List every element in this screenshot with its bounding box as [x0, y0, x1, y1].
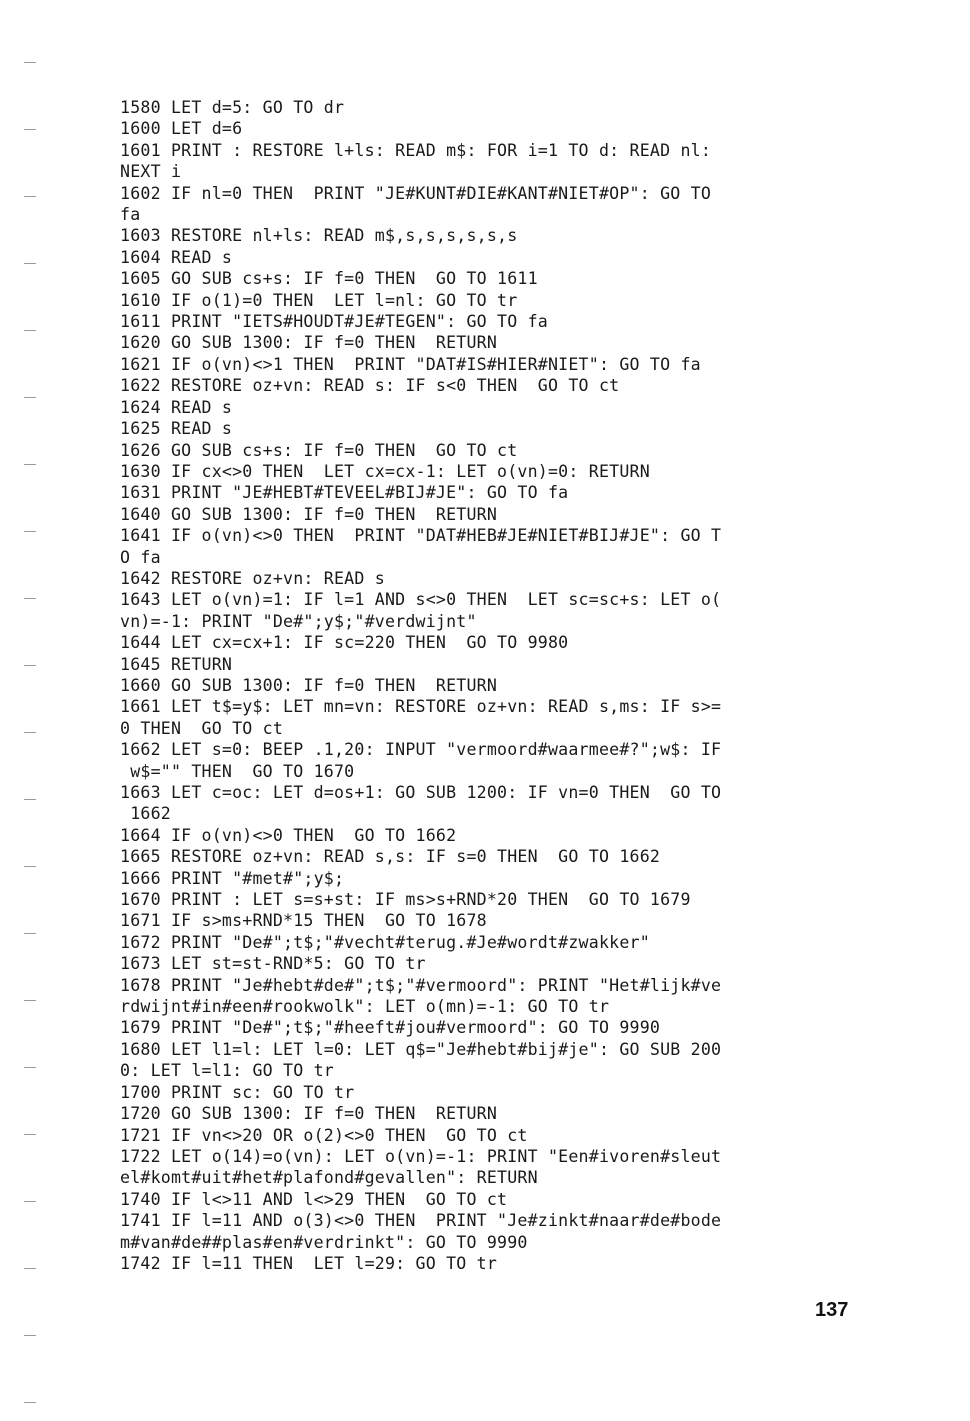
code-line: 1605 GO SUB cs+s: IF f=0 THEN GO TO 1611 — [120, 269, 538, 289]
margin-tick — [24, 531, 36, 532]
code-line: 1624 READ s — [120, 397, 233, 417]
code-line: 1680 LET l1=l: LET l=0: LET q$="Je#hebt#bij#je": GO SUB 200 — [120, 1039, 722, 1059]
code-line: 1640 GO SUB 1300: IF f=0 THEN RETURN — [120, 504, 498, 524]
code-line: 1671 IF s>ms+RND*15 THEN GO TO 1678 — [120, 911, 487, 931]
margin-tick — [24, 196, 36, 197]
code-line: O fa — [120, 547, 161, 567]
margin-tick — [24, 598, 36, 599]
margin-tick — [24, 62, 36, 63]
code-line: 1631 PRINT "JE#HEBT#TEVEEL#BIJ#JE": GO TO fa — [120, 483, 569, 503]
code-line: 1625 READ s — [120, 419, 233, 439]
code-line: 0: LET l=l1: GO TO tr — [120, 1061, 334, 1081]
code-line: 1643 LET o(vn)=1: IF l=1 AND s<>0 THEN LET sc=sc+s: LET o( — [120, 590, 722, 610]
code-line: 1641 IF o(vn)<>0 THEN PRINT "DAT#HEB#JE#NIET#BIJ#JE": GO T — [120, 526, 722, 546]
margin-tick — [24, 1201, 36, 1202]
margin-tick — [24, 263, 36, 264]
code-line: 1678 PRINT "Je#hebt#de#";t$;"#vermoord": PRINT "Het#lijk#ve — [120, 975, 722, 995]
code-line: rdwijnt#in#een#rookwolk": LET o(mn)=-1: GO TO tr — [120, 997, 610, 1017]
code-line: fa — [120, 205, 141, 225]
margin-tick — [24, 732, 36, 733]
margin-tick — [24, 464, 36, 465]
code-line: 1645 RETURN — [120, 654, 233, 674]
code-line: 1741 IF l=11 AND o(3)<>0 THEN PRINT "Je#zinkt#naar#de#bode — [120, 1211, 722, 1231]
margin-tick — [24, 330, 36, 331]
code-line: 1622 RESTORE oz+vn: READ s: IF s<0 THEN GO TO ct — [120, 376, 620, 396]
code-line: 1679 PRINT "De#";t$;"#heeft#jou#vermoord": GO TO 9990 — [120, 1018, 661, 1038]
code-line: 1644 LET cx=cx+1: IF sc=220 THEN GO TO 9980 — [120, 633, 569, 653]
code-line: 1604 READ s — [120, 247, 233, 267]
margin-tick — [24, 866, 36, 867]
code-line: NEXT i — [120, 162, 182, 182]
code-line: 1642 RESTORE oz+vn: READ s — [120, 568, 385, 588]
code-line: 1580 LET d=5: GO TO dr — [120, 98, 345, 117]
margin-tick — [24, 1335, 36, 1336]
code-line: 1700 PRINT sc: GO TO tr — [120, 1082, 355, 1102]
code-line: 1610 IF o(1)=0 THEN LET l=nl: GO TO tr — [120, 290, 518, 310]
code-line: 1673 LET st=st-RND*5: GO TO tr — [120, 954, 426, 974]
code-line: 1601 PRINT : RESTORE l+ls: READ m$: FOR i=1 TO d: READ nl: — [120, 140, 712, 160]
code-line: 1721 IF vn<>20 OR o(2)<>0 THEN GO TO ct — [120, 1125, 528, 1145]
margin-tick — [24, 799, 36, 800]
code-line: 1663 LET c=oc: LET d=os+1: GO SUB 1200: IF vn=0 THEN GO TO — [120, 783, 722, 802]
code-line: 1661 LET t$=y$: LET mn=vn: RESTORE oz+vn: READ s,ms: IF s>= — [120, 697, 722, 717]
code-line: 1670 PRINT : LET s=s+st: IF ms>s+RND*20 THEN GO TO 1679 — [120, 890, 691, 910]
code-line: m#van#de##plas#en#verdrinkt": GO TO 9990 — [120, 1232, 528, 1252]
code-line: 1742 IF l=11 THEN LET l=29: GO TO tr — [120, 1253, 498, 1273]
margin-tick — [24, 1000, 36, 1001]
code-line: 0 THEN GO TO ct — [120, 718, 284, 738]
binding-margin-marks — [24, 0, 38, 1421]
page-number: 137 — [815, 1299, 849, 1321]
margin-tick — [24, 665, 36, 666]
code-line: 1740 IF l<>11 AND l<>29 THEN GO TO ct — [120, 1189, 508, 1209]
code-line: 1664 IF o(vn)<>0 THEN GO TO 1662 — [120, 825, 457, 845]
basic-program-listing — [120, 97, 880, 1274]
margin-tick — [24, 1067, 36, 1068]
margin-tick — [24, 933, 36, 934]
code-line: 1660 GO SUB 1300: IF f=0 THEN RETURN — [120, 675, 498, 695]
margin-tick — [24, 129, 36, 130]
code-line: w$="" THEN GO TO 1670 — [120, 761, 355, 781]
code-line: 1662 — [120, 804, 171, 824]
code-line: 1620 GO SUB 1300: IF f=0 THEN RETURN — [120, 333, 498, 353]
margin-tick — [24, 1268, 36, 1269]
code-line: 1720 GO SUB 1300: IF f=0 THEN RETURN — [120, 1104, 498, 1124]
code-line: 1662 LET s=0: BEEP .1,20: INPUT "vermoord#waarmee#?";w$: IF — [120, 740, 722, 760]
code-line: 1626 GO SUB cs+s: IF f=0 THEN GO TO ct — [120, 440, 518, 460]
code-line: 1666 PRINT "#met#";y$; — [120, 868, 345, 888]
code-line: 1600 LET d=6 — [120, 119, 243, 139]
code-line: 1722 LET o(14)=o(vn): LET o(vn)=-1: PRINT "Een#ivoren#sleut — [120, 1146, 722, 1166]
code-line: 1603 RESTORE nl+ls: READ m$,s,s,s,s,s,s — [120, 226, 518, 246]
margin-tick — [24, 1134, 36, 1135]
code-line: vn)=-1: PRINT "De#";y$;"#verdwijnt" — [120, 611, 477, 631]
code-line: 1665 RESTORE oz+vn: READ s,s: IF s=0 THEN GO TO 1662 — [120, 847, 661, 867]
code-line: 1611 PRINT "IETS#HOUDT#JE#TEGEN": GO TO fa — [120, 312, 548, 332]
code-line: 1621 IF o(vn)<>1 THEN PRINT "DAT#IS#HIER#NIET": GO TO fa — [120, 354, 701, 374]
code-line: 1630 IF cx<>0 THEN LET cx=cx-1: LET o(vn)=0: RETURN — [120, 461, 650, 481]
code-line: el#komt#uit#het#plafond#gevallen": RETURN — [120, 1168, 538, 1188]
code-line: 1602 IF nl=0 THEN PRINT "JE#KUNT#DIE#KANT#NIET#OP": GO TO — [120, 183, 712, 203]
margin-tick — [24, 1402, 36, 1403]
margin-tick — [24, 397, 36, 398]
code-line: 1672 PRINT "De#";t$;"#vecht#terug.#Je#wordt#zwakker" — [120, 932, 650, 952]
